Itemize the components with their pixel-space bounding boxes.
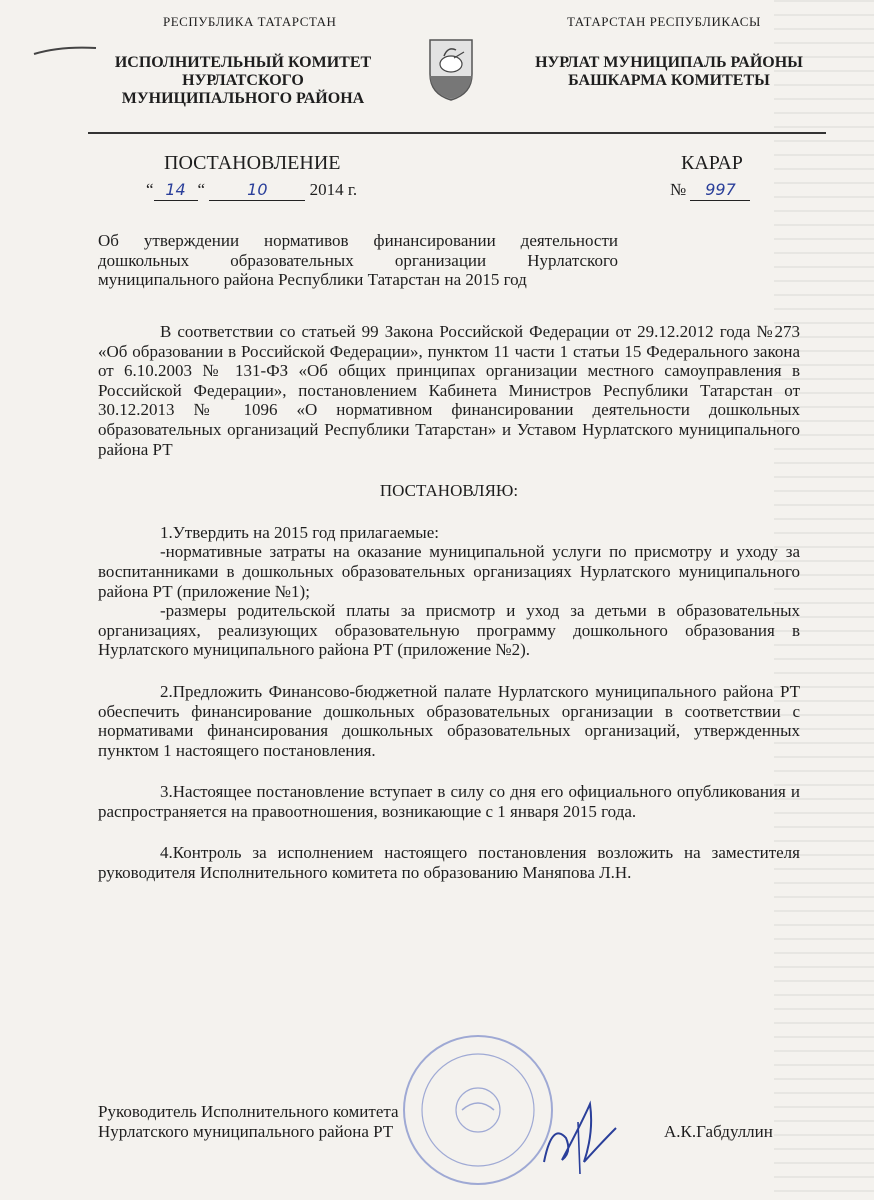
- doc-number: [670, 180, 750, 201]
- item-3: 3.Настоящее постановление вступает в силу со дня его официального опубликования и распространяется на правоотношения, возникающие с 1 января 2015 года.: [98, 782, 800, 821]
- pen-stroke-mark: [30, 40, 100, 62]
- item-2: 2.Предложить Финансово-бюджетной палате Нурлатского муниципального района РТ обеспечить финансирование дошкольных образовательных организации в соответствии с нормативами финансирования дошкольных образовательных организаций, утвержденных пунктом 1 настоящего постановления.: [98, 681, 800, 760]
- signer-position-line-2: Нурлатского муниципального района РТ: [98, 1122, 394, 1141]
- left-org-line: НУРЛАТСКОГО: [182, 72, 304, 89]
- date-year: 2014 г.: [309, 180, 358, 199]
- date-quote: “: [197, 180, 206, 199]
- doc-type-tt: КАРАР: [681, 152, 743, 174]
- date-month: 10: [247, 180, 268, 199]
- right-org-line: НУРЛАТ МУНИЦИПАЛЬ РАЙОНЫ: [535, 54, 803, 71]
- date-day: 14: [165, 180, 186, 199]
- signer-name: А.К.Габдуллин: [664, 1122, 773, 1141]
- signature-block: [98, 1102, 399, 1142]
- doc-type-ru: ПОСТАНОВЛЕНИЕ: [164, 152, 341, 174]
- item-1-intro: 1.Утвердить на 2015 год прилагаемые:: [160, 522, 439, 542]
- right-org-block: [514, 54, 824, 90]
- resolve-heading: ПОСТАНОВЛЯЮ:: [379, 481, 519, 501]
- preamble: В соответствии со статьей 99 Закона Российской Федерации от 29.12.2012 года №273 «Об образовании в Российской Федерации», пунктом 11 части 1 статьи 15 Федерального закона от 6.10.2003 № 131-ФЗ «Об общих принципах организации местного самоуправления в Российской Федерации», постановлением Кабинета Министров Республики Татарстан от 30.12.2013 № 1096 «О нормативном финансировании деятельности дошкольных образовательных организаций Республики Татарстан» и Уставом Нурлатского муниципального района РТ: [98, 322, 800, 459]
- right-region-label: ТАТАРСТАН РЕСПУБЛИКАСЫ: [567, 14, 761, 29]
- signer-position-line-1: Руководитель Исполнительного комитета: [98, 1102, 399, 1121]
- item-1-b: -размеры родительской платы за присмотр и уход за детьми в образовательных организациях, реализующих образовательную программу дошкольного образования в Нурлатского муниципального района РТ (приложение №2).: [98, 601, 800, 660]
- left-org-block: [98, 54, 388, 108]
- doc-body: [98, 322, 800, 883]
- signature: [532, 1092, 622, 1178]
- left-region-label: РЕСПУБЛИКА ТАТАРСТАН: [163, 14, 337, 29]
- right-org-line: БАШКАРМА КОМИТЕТЫ: [568, 72, 770, 89]
- number-prefix: №: [670, 180, 687, 199]
- doc-date: [146, 180, 357, 201]
- left-org-line: МУНИЦИПАЛЬНОГО РАЙОНА: [121, 90, 365, 107]
- header-divider: [88, 132, 826, 134]
- doc-subject: Об утверждении нормативов финансировании деятельности дошкольных образовательных организации Нурлатского муниципального района Республики Татарстан на 2015 год: [98, 231, 618, 290]
- item-1-a: -нормативные затраты на оказание муниципальной услуги по присмотру и уходу за воспитанниками в дошкольных образовательных организациях Нурлатского муниципального района РТ (приложение №1);: [98, 542, 800, 601]
- date-quote: “: [146, 180, 154, 199]
- coat-of-arms-icon: [426, 36, 476, 102]
- left-org-line: ИСПОЛНИТЕЛЬНЫЙ КОМИТЕТ: [114, 54, 372, 71]
- item-4: 4.Контроль за исполнением настоящего постановления возложить на заместителя руководителя Исполнительного комитета по образованию Маняпова Л.Н.: [98, 843, 800, 883]
- number-value: 997: [705, 180, 736, 199]
